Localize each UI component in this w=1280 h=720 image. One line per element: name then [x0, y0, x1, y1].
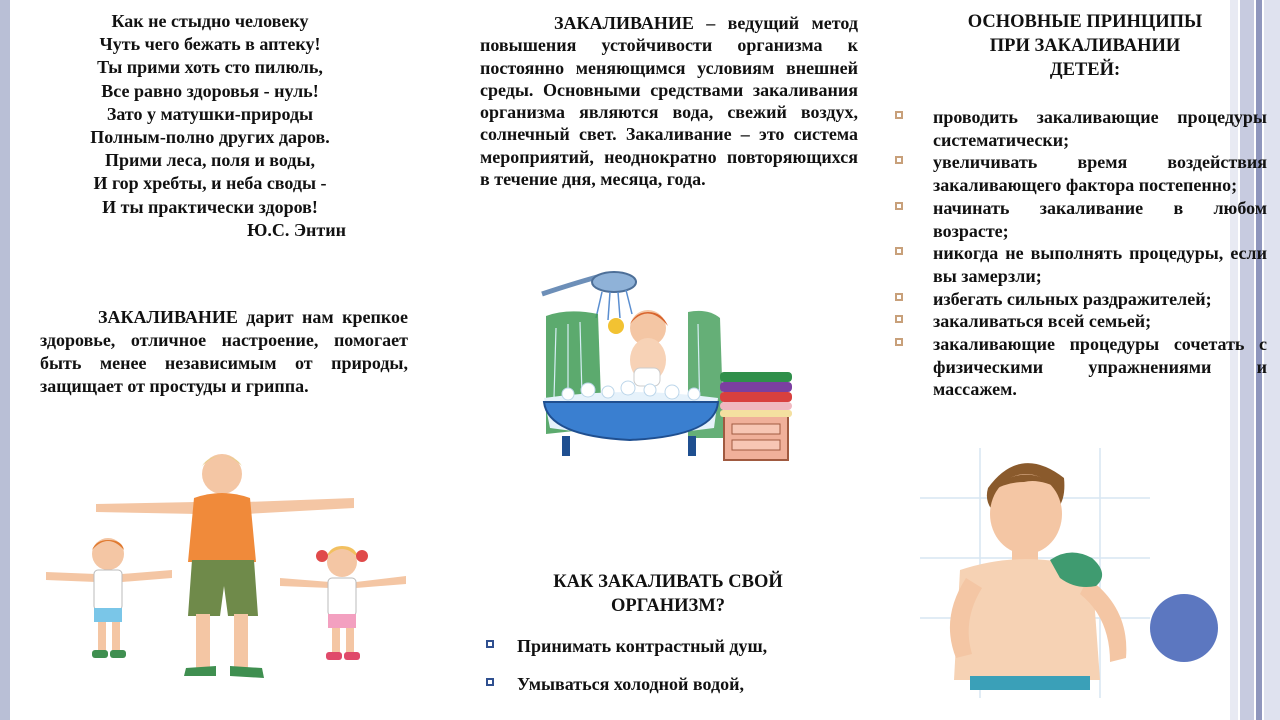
square-bullet-icon [895, 156, 903, 164]
definition-text: ЗАКАЛИВАНИЕ – ведущий метод повышения устойчивости организма к постоянно меняющимся условиям внешней среды. Основными средствами закаливания организма являются вода, свежий воздух, солнечный свет. Закаливание – это система мероприятий, неоднократно повторяющихся в течение дня, месяца, года. [480, 13, 858, 190]
definition-paragraph [480, 12, 858, 190]
how-to-harden-list [484, 636, 884, 712]
principles-title-line: ДЕТЕЙ: [1049, 60, 1121, 80]
list-item: проводить закаливающие процедуры систематически; [893, 106, 1267, 151]
poem-author: Ю.С. Энтин [247, 219, 346, 240]
poem-line: Полным-полно других даров. [90, 127, 330, 148]
list-item: закаливающие процедуры сочетать с физическими упражнениями и массажем. [893, 333, 1267, 401]
list-item: избегать сильных раздражителей; [893, 288, 1267, 311]
square-bullet-icon [486, 678, 494, 686]
intro-text: ЗАКАЛИВАНИЕ дарит нам крепкое здоровье, отличное настроение, помогает быть менее независимым от природы, защищает от простуды и гриппа. [40, 307, 408, 396]
how-title-line: ОРГАНИЗМ? [610, 596, 726, 616]
square-bullet-icon [895, 315, 903, 323]
square-bullet-icon [895, 247, 903, 255]
poem-line: И гор хребты, и неба своды - [93, 173, 327, 194]
list-item: закаливаться всей семьей; [893, 310, 1267, 333]
poem-block [40, 10, 380, 242]
poem-line: Зато у матушки-природы [106, 103, 314, 124]
poem-line: Чуть чего бежать в аптеку! [99, 34, 321, 55]
poem-line: Прими леса, поля и воды, [104, 150, 316, 171]
list-item: Принимать контрастный душ, [484, 636, 884, 674]
poem-line: Как не стыдно человеку [111, 11, 309, 31]
list-item: увеличивать время воздействия закаливающего фактора постепенно; [893, 151, 1267, 196]
principles-title [925, 10, 1245, 82]
poem-line: Ты прими хоть сто пилюль, [97, 57, 323, 78]
intro-paragraph [40, 306, 408, 398]
square-bullet-icon [895, 293, 903, 301]
how-title-line: КАК ЗАКАЛИВАТЬ СВОЙ [553, 572, 783, 592]
family-doing-morning-exercises-illustration [36, 446, 416, 686]
boy-rubbing-arm-with-towel-illustration [920, 448, 1220, 698]
list-item: никогда не выполнять процедуры, если вы замерзли; [893, 242, 1267, 287]
principles-title-line: ПРИ ЗАКАЛИВАНИИ [989, 36, 1181, 56]
square-bullet-icon [895, 338, 903, 346]
poem-line: И ты практически здоров! [102, 196, 318, 217]
how-to-harden-title [478, 570, 858, 618]
square-bullet-icon [895, 111, 903, 119]
square-bullet-icon [486, 640, 494, 648]
left-decorative-rail [0, 0, 10, 720]
principles-title-line: ОСНОВНЫЕ ПРИНЦИПЫ [967, 12, 1203, 32]
square-bullet-icon [895, 202, 903, 210]
list-item: Умываться холодной водой, [484, 674, 884, 712]
principles-list [893, 106, 1267, 401]
poem-line: Все равно здоровья - нуль! [101, 80, 319, 101]
child-bathing-under-shower-illustration [538, 268, 798, 468]
list-item: начинать закаливание в любом возрасте; [893, 197, 1267, 242]
